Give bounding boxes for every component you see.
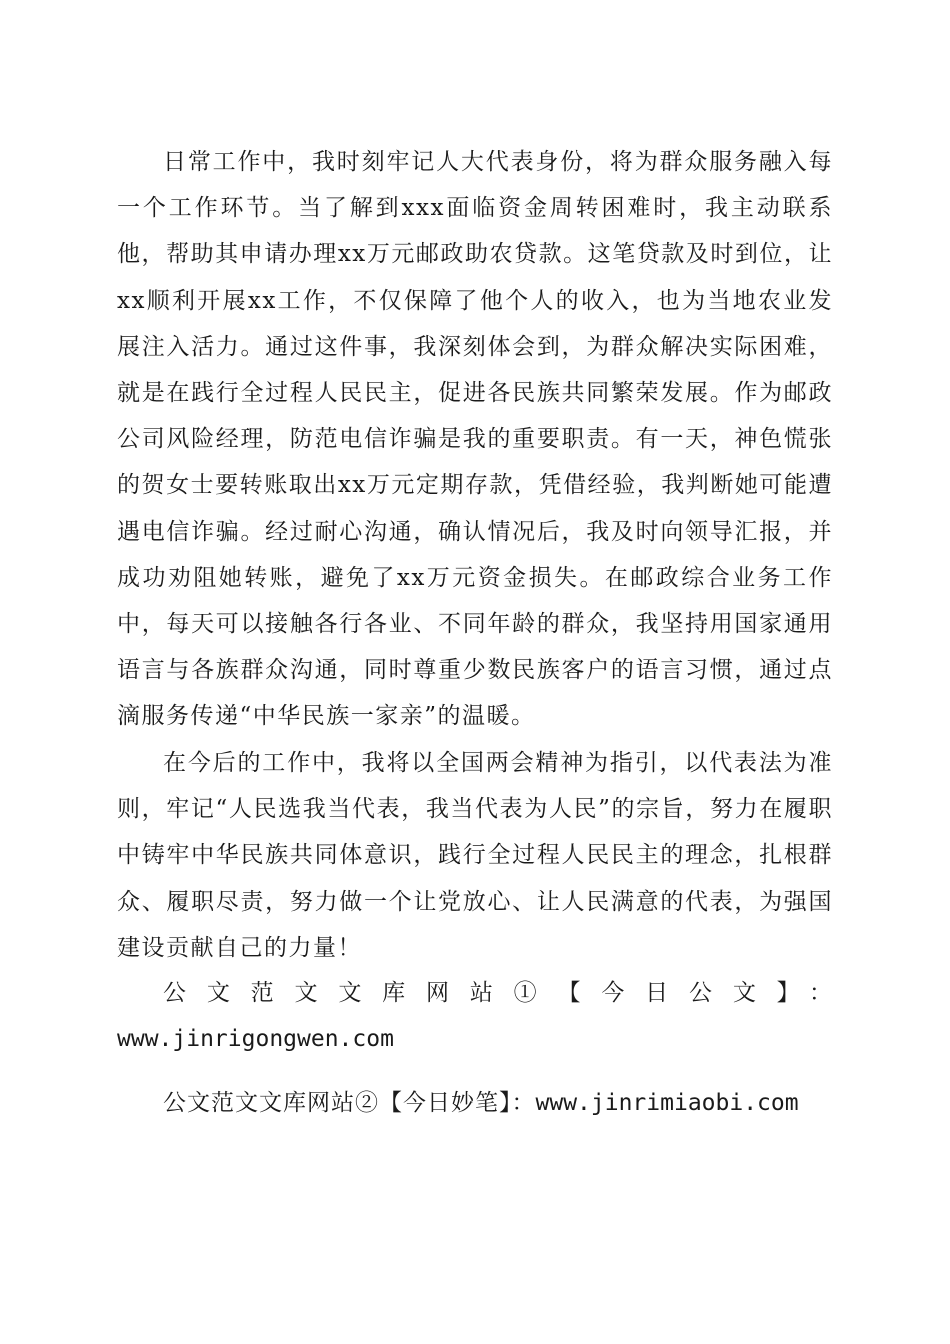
body-paragraph-1 — [117, 139, 833, 740]
website-label: 公文范文文库网站①【今日公文】： — [163, 980, 833, 1006]
website-reference-2 — [117, 1080, 833, 1126]
website-url[interactable]: www.jinrigongwen.com — [117, 1026, 394, 1053]
paragraph-text: 在今后的工作中，我将以全国两会精神为指引，以代表法为准则，牢记“人民选我当代表，我当代表为人民”的宗旨，努力在履职中铸牢中华民族共同体意识，践行全过程人民民主的理念，扎根群众、履职尽责，努力做一个让党放心、让人民满意的代表，为强国建设贡献自己的力量！ — [117, 750, 833, 961]
website-line — [117, 1080, 833, 1126]
paragraph-text: 日常工作中，我时刻牢记人大代表身份，将为群众服务融入每一个工作环节。当了解到xxx面临资金周转困难时，我主动联系他，帮助其申请办理xx万元邮政助农贷款。这笔贷款及时到位，让xx顺利开展xx工作，不仅保障了他个人的收入，也为当地农业发展注入活力。通过这件事，我深刻体会到，为群众解决实际困难，就是在践行全过程人民民主，促进各民族共同繁荣发展。作为邮政公司风险经理，防范电信诈骗是我的重要职责。有一天，神色慌张的贺女士要转账取出xx万元定期存款，凭借经验，我判断她可能遭遇电信诈骗。经过耐心沟通，确认情况后，我及时向领导汇报，并成功劝阻她转账，避免了xx万元资金损失。在邮政综合业务工作中，每天可以接触各行各业、不同年龄的群众，我坚持用国家通用语言与各族群众沟通，同时尊重少数民族客户的语言习惯，通过点滴服务传递“中华民族一家亲”的温暖。 — [117, 149, 833, 730]
website-url[interactable]: www.jinrimiaobi.com — [535, 1090, 799, 1116]
website-label: 公文范文文库网站②【今日妙笔】： — [163, 1090, 536, 1116]
body-paragraph-2 — [117, 740, 833, 971]
website-reference-1 — [117, 970, 833, 1062]
